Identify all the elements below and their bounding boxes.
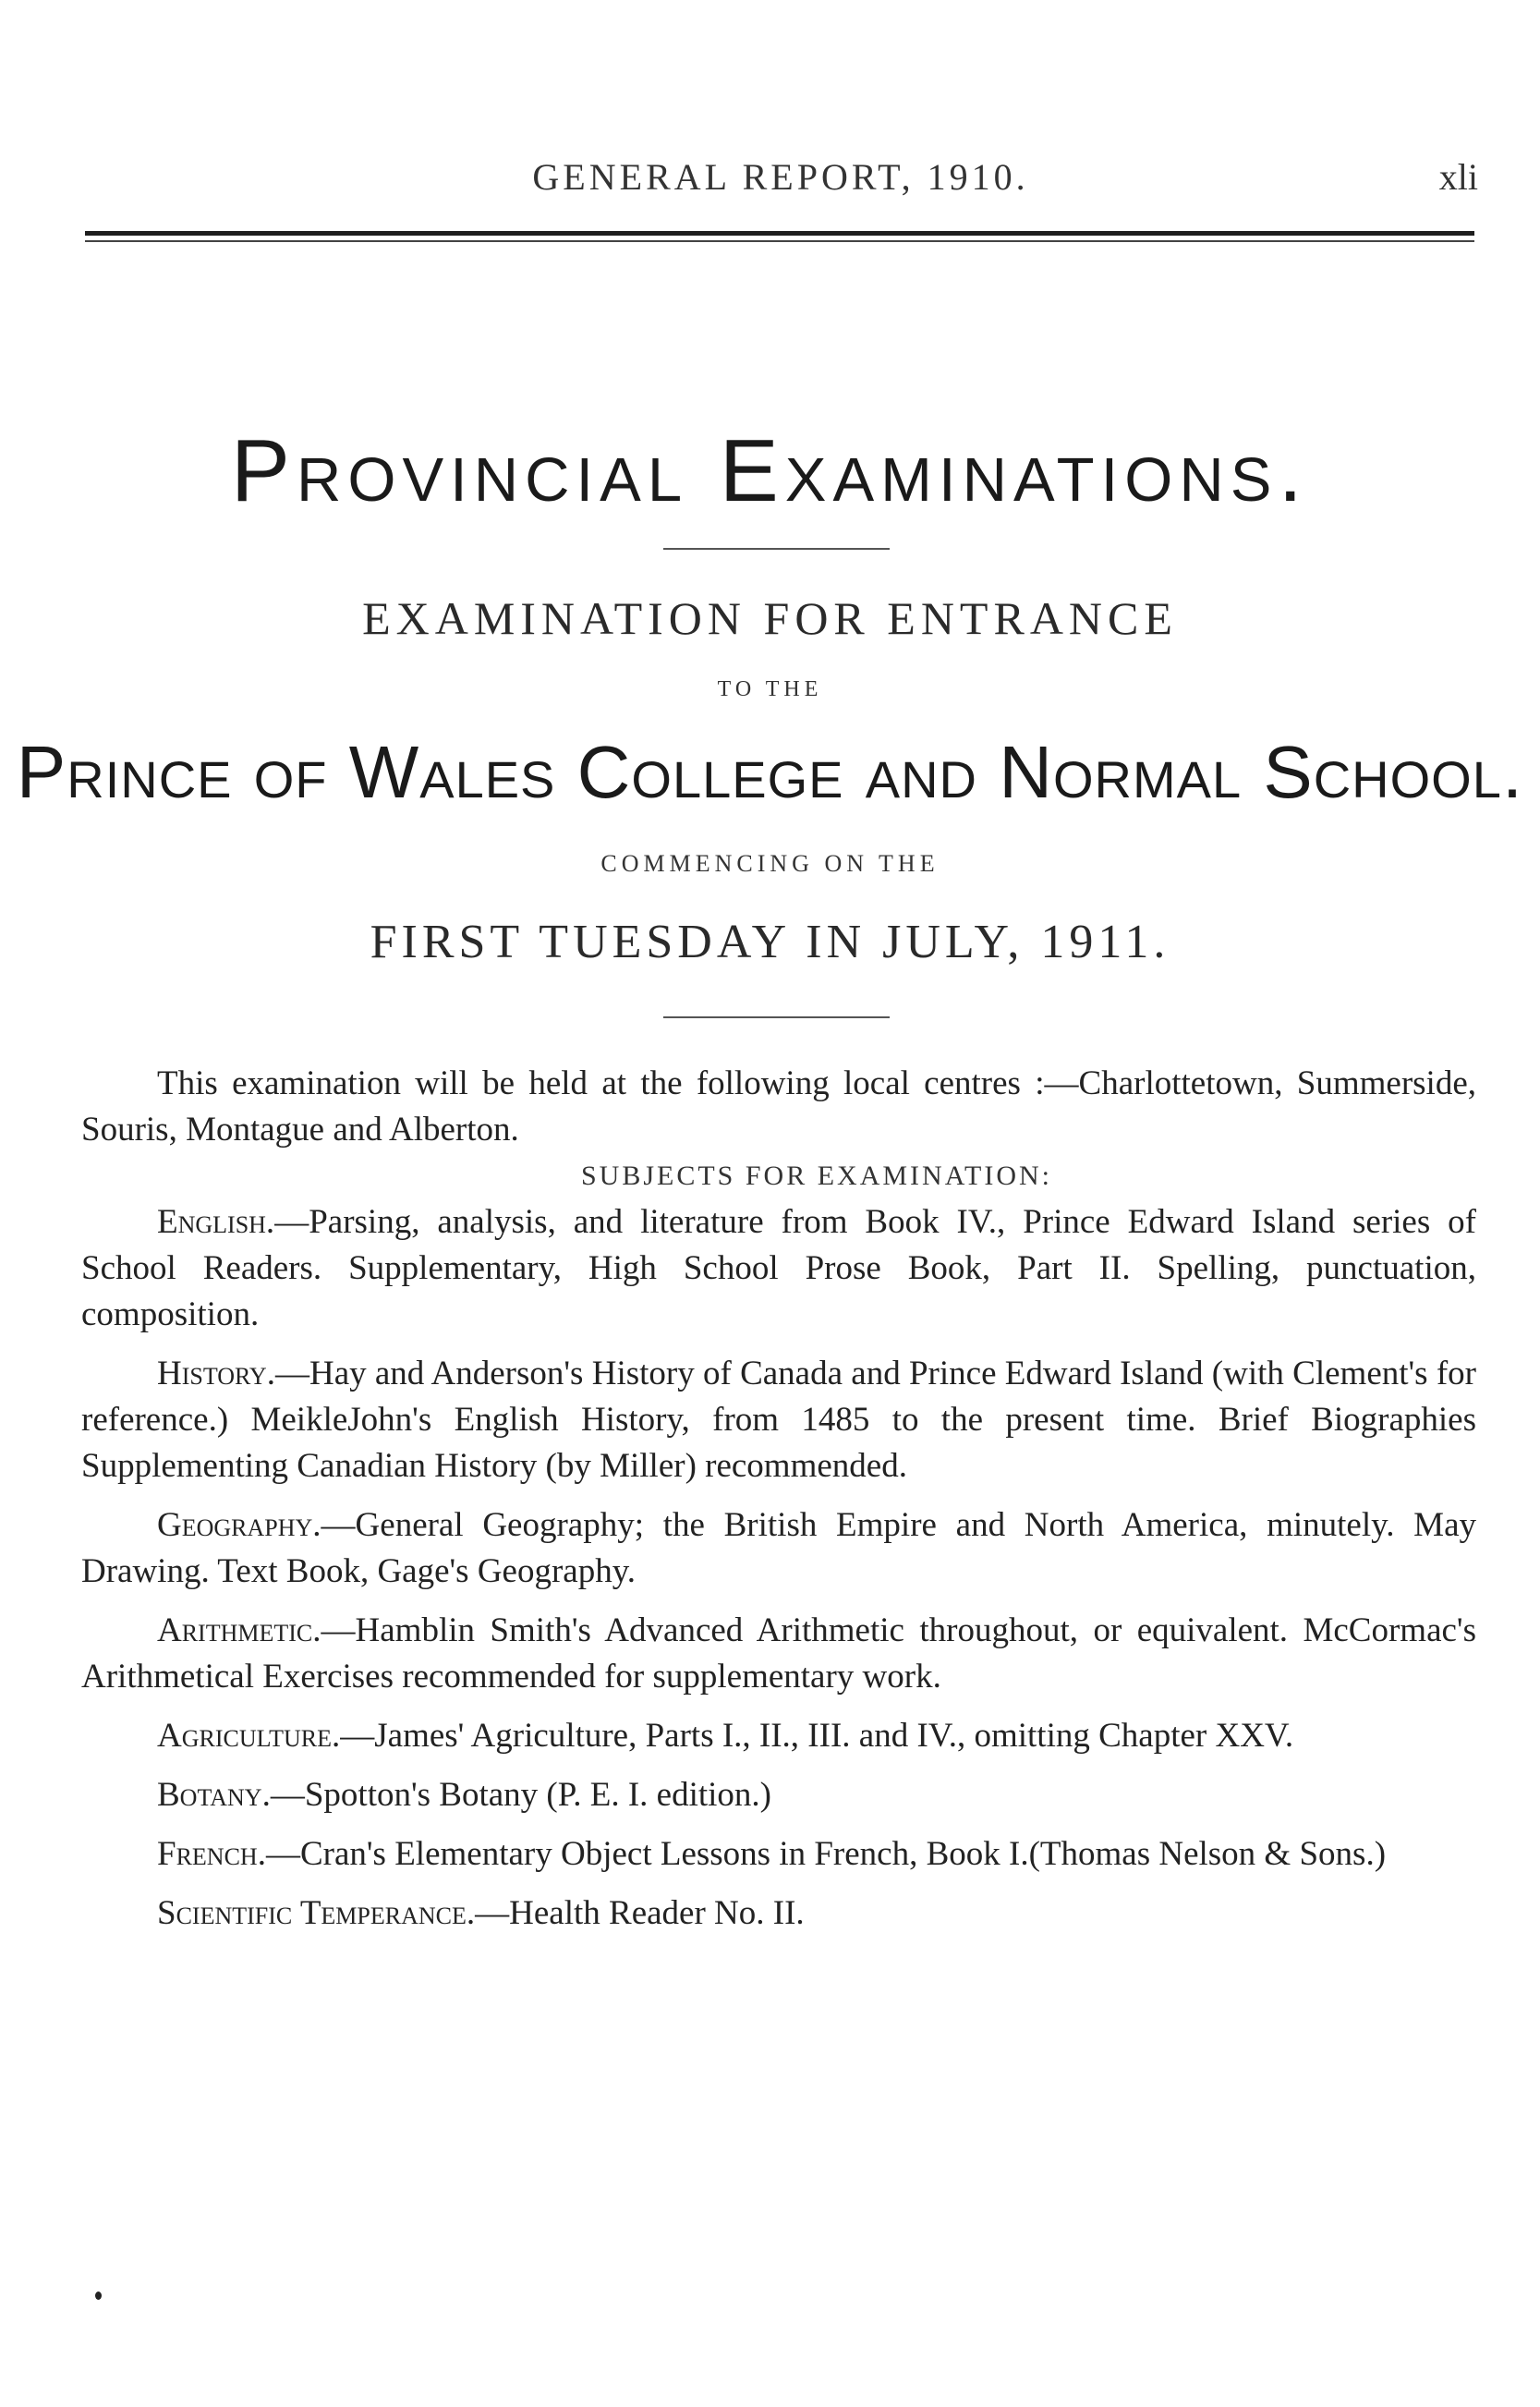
exam-date: FIRST TUESDAY IN JULY, 1911. — [370, 916, 1170, 968]
subject-name: History. — [157, 1355, 275, 1392]
intro-paragraph: This examination will be held at the following local centres :—Charlottetown, Summerside, Souris, Montague and Alberton. — [81, 1064, 1476, 1149]
subject-text: —Cran's Elementary Object Lessons in French, Book I.(Thomas Nelson & Sons.) — [265, 1835, 1387, 1873]
running-header — [83, 155, 1478, 211]
page-number: xli — [1438, 156, 1478, 198]
header-rule — [85, 231, 1474, 244]
subject-text: —James' Agriculture, Parts I., II., III. and IV., omitting Chapter XXV. — [340, 1717, 1294, 1755]
subject-text: —Hamblin Smith's Advanced Arithmetic throughout, or equivalent. McCormac's Arithmetical Exercises recommended for supplementary work. — [81, 1611, 1476, 1696]
running-header-title: GENERAL REPORT, 1910. — [532, 156, 1029, 198]
subject-name: French. — [157, 1835, 266, 1873]
header-rule-thick — [85, 231, 1474, 236]
college-name: Prince of Wales College and Normal School. — [16, 731, 1524, 813]
subject-text: —Spotton's Botany (P. E. I. edition.) — [270, 1776, 771, 1814]
subject-arithmetic — [81, 1608, 1476, 1700]
subject-botany — [81, 1772, 1476, 1818]
header-rule-thin — [85, 240, 1474, 242]
subject-name: English. — [157, 1203, 275, 1241]
subject-name: Agriculture. — [157, 1717, 341, 1755]
subject-english — [81, 1199, 1476, 1338]
to-the-line: TO THE — [717, 677, 823, 701]
subject-history — [81, 1351, 1476, 1489]
subject-text: —Hay and Anderson's History of Canada and Prince Edward Island (with Clement's for reference.) MeikleJohn's English History, from 1485 to the present time. Brief Biographies Supplementing Canadian History (by Miller) recommended. — [81, 1355, 1476, 1485]
subject-geography — [81, 1502, 1476, 1595]
subject-name: Geography. — [157, 1506, 321, 1544]
subjects-heading: SUBJECTS FOR EXAMINATION: — [580, 1161, 1053, 1191]
subject-french — [81, 1831, 1476, 1878]
subject-name: Arithmetic. — [157, 1611, 321, 1649]
subject-text: —Parsing, analysis, and literature from Book IV., Prince Edward Island series of School Readers. Supplementary, High School Prose Book, Part II. Spelling, punctuation, composition. — [81, 1203, 1476, 1333]
ink-speck — [95, 2292, 102, 2300]
date-divider — [663, 1016, 890, 1018]
subject-name: Scientific Temperance. — [157, 1894, 476, 1932]
title-divider — [663, 548, 890, 550]
subject-scientific-temperance — [81, 1890, 1476, 1937]
body-text — [81, 1061, 1476, 1950]
subject-text: —Health Reader No. II. — [475, 1894, 805, 1932]
main-title: Provincial Examinations. — [230, 421, 1310, 520]
subject-agriculture — [81, 1713, 1476, 1759]
exam-heading: EXAMINATION FOR ENTRANCE — [362, 592, 1178, 644]
commencing-line: COMMENCING ON THE — [600, 850, 940, 877]
subject-text: —General Geography; the British Empire and North America, minutely. May Drawing. Text Book, Gage's Geography. — [81, 1506, 1476, 1590]
subject-name: Botany. — [157, 1776, 271, 1814]
